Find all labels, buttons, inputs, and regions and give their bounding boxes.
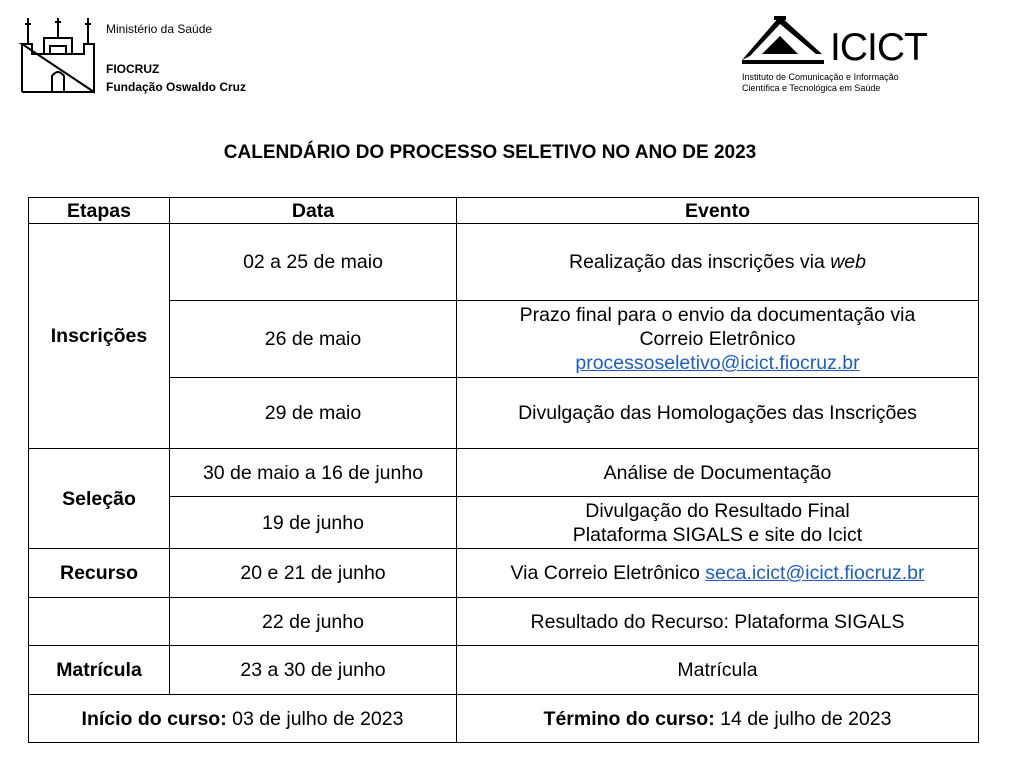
course-end-cell — [457, 695, 979, 743]
org-short-name: FIOCRUZ — [106, 62, 160, 76]
table-row — [29, 598, 979, 646]
fiocruz-castle-logo — [18, 14, 98, 94]
fiocruz-header — [18, 14, 318, 98]
course-start-cell — [29, 695, 457, 743]
header-data: Data — [170, 198, 457, 224]
date-cell: 29 de maio — [170, 378, 457, 449]
icict-logo — [740, 14, 832, 66]
course-start-value: 03 de julho de 2023 — [232, 707, 404, 730]
icict-header — [740, 14, 940, 98]
event-text: Realização das inscrições via — [569, 251, 825, 273]
header-evento: Evento — [457, 198, 979, 224]
event-cell — [457, 549, 979, 598]
event-emphasis: web — [830, 251, 866, 273]
header-etapas: Etapas — [29, 198, 170, 224]
date-cell: 26 de maio — [170, 301, 457, 378]
date-cell: 02 a 25 de maio — [170, 224, 457, 301]
event-line2: Correio Eletrônico — [639, 328, 796, 350]
icict-subtitle-line1: Instituto de Comunicação e Informação — [742, 72, 899, 82]
course-end-label: Término do curso: — [543, 707, 715, 730]
table-row — [29, 224, 979, 301]
event-cell — [457, 497, 979, 549]
footer-row — [29, 695, 979, 743]
icict-wordmark: ICICT — [830, 26, 927, 69]
stage-inscricoes: Inscrições — [29, 224, 170, 449]
event-text: Via Correio Eletrônico — [510, 562, 700, 584]
table-row — [29, 378, 979, 449]
table-row — [29, 301, 979, 378]
document-title: CALENDÁRIO DO PROCESSO SELETIVO NO ANO DE 2023 — [223, 142, 757, 163]
date-cell: 19 de junho — [170, 497, 457, 549]
table-row — [29, 497, 979, 549]
event-cell: Resultado do Recurso: Plataforma SIGALS — [457, 598, 979, 646]
event-line1: Prazo final para o envio da documentação via — [519, 304, 916, 326]
event-cell: Divulgação das Homologações das Inscrições — [457, 378, 979, 449]
event-line2: Plataforma SIGALS e site do Icict — [572, 523, 863, 546]
icict-subtitle-line2: Científica e Tecnológica em Saúde — [742, 83, 881, 93]
date-cell: 30 de maio a 16 de junho — [170, 449, 457, 497]
table-header-row — [29, 198, 979, 224]
stage-empty — [29, 598, 170, 646]
org-full-name: Fundação Oswaldo Cruz — [106, 80, 247, 94]
stage-matricula: Matrícula — [29, 646, 170, 695]
course-end-value: 14 de julho de 2023 — [720, 707, 892, 730]
course-start-label: Início do curso: — [81, 707, 227, 730]
table-row — [29, 449, 979, 497]
date-cell: 22 de junho — [170, 598, 457, 646]
email-link-processoseletivo[interactable]: processoseletivo@icict.fiocruz.br — [575, 352, 860, 374]
date-cell: 23 a 30 de junho — [170, 646, 457, 695]
table-row — [29, 646, 979, 695]
event-cell: Matrícula — [457, 646, 979, 695]
stage-recurso: Recurso — [29, 549, 170, 598]
date-cell: 20 e 21 de junho — [170, 549, 457, 598]
event-cell: Análise de Documentação — [457, 449, 979, 497]
calendar-table — [28, 197, 979, 743]
table-row — [29, 549, 979, 598]
stage-selecao: Seleção — [29, 449, 170, 549]
event-cell — [457, 224, 979, 301]
ministry-name: Ministério da Saúde — [106, 22, 213, 36]
event-line1: Divulgação do Resultado Final — [585, 499, 850, 522]
email-link-seca[interactable]: seca.icict@icict.fiocruz.br — [705, 562, 925, 584]
event-cell — [457, 301, 979, 378]
